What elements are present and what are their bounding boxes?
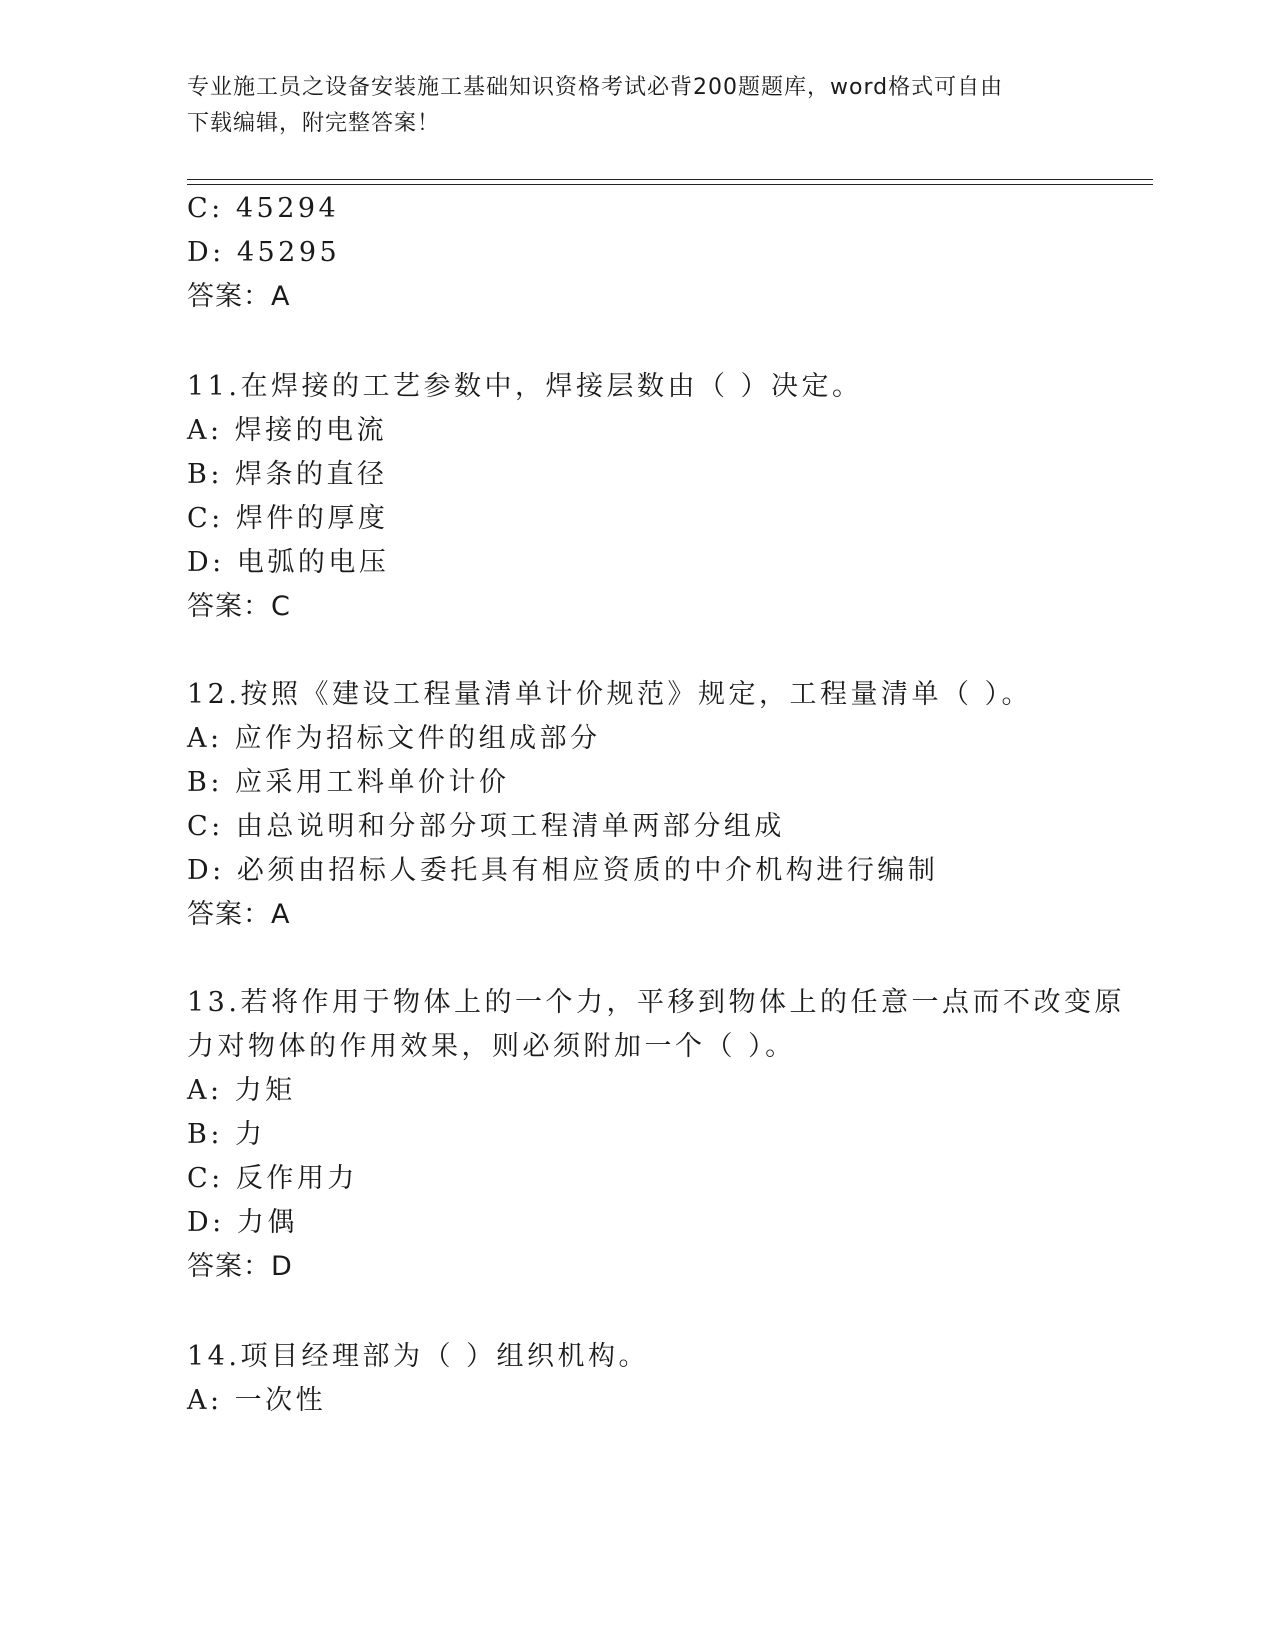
q13-option-a: A: 力矩 bbox=[187, 1075, 296, 1106]
q11-option-b: B: 焊条的直径 bbox=[187, 459, 388, 490]
q12-option-b: B: 应采用工料单价计价 bbox=[187, 767, 510, 798]
q11-stem: 11.在焊接的工艺参数中，焊接层数由（ ）决定。 bbox=[187, 371, 863, 402]
q13-stem-line-1: 13.若将作用于物体上的一个力，平移到物体上的任意一点而不改变原 bbox=[187, 987, 1125, 1018]
q12-option-c: C: 由总说明和分部分项工程清单两部分组成 bbox=[187, 811, 785, 842]
q14-stem: 14.项目经理部为（ ）组织机构。 bbox=[187, 1341, 650, 1372]
q12-answer: 答案：A bbox=[187, 899, 291, 930]
q13-option-c: C: 反作用力 bbox=[187, 1163, 358, 1194]
q13-option-b: B: 力 bbox=[187, 1119, 266, 1150]
q11-answer: 答案：C bbox=[187, 591, 291, 622]
header-rule-bottom bbox=[187, 184, 1153, 185]
header-line-1: 专业施工员之设备安装施工基础知识资格考试必背200题题库，word格式可自由 bbox=[187, 75, 1004, 100]
document-header bbox=[187, 70, 1087, 142]
q14-option-a: A: 一次性 bbox=[187, 1385, 327, 1416]
q11-option-c: C: 焊件的厚度 bbox=[187, 503, 389, 534]
q11-option-a: A: 焊接的电流 bbox=[187, 415, 388, 446]
header-line-2: 下载编辑，附完整答案！ bbox=[187, 111, 441, 136]
q13-stem-line-2: 力对物体的作用效果，则必须附加一个（ ）。 bbox=[187, 1031, 796, 1062]
q10-option-d: D: 45295 bbox=[187, 237, 341, 268]
q13-answer: 答案：D bbox=[187, 1251, 293, 1282]
q10-option-c: C: 45294 bbox=[187, 193, 340, 224]
q12-option-d: D: 必须由招标人委托具有相应资质的中介机构进行编制 bbox=[187, 855, 939, 886]
header-rule-top bbox=[187, 179, 1153, 180]
q11-option-d: D: 电弧的电压 bbox=[187, 547, 390, 578]
q10-answer: 答案：A bbox=[187, 281, 291, 312]
q12-option-a: A: 应作为招标文件的组成部分 bbox=[187, 723, 601, 754]
q12-stem: 12.按照《建设工程量清单计价规范》规定，工程量清单（ ）。 bbox=[187, 679, 1033, 710]
q13-option-d: D: 力偶 bbox=[187, 1207, 298, 1238]
